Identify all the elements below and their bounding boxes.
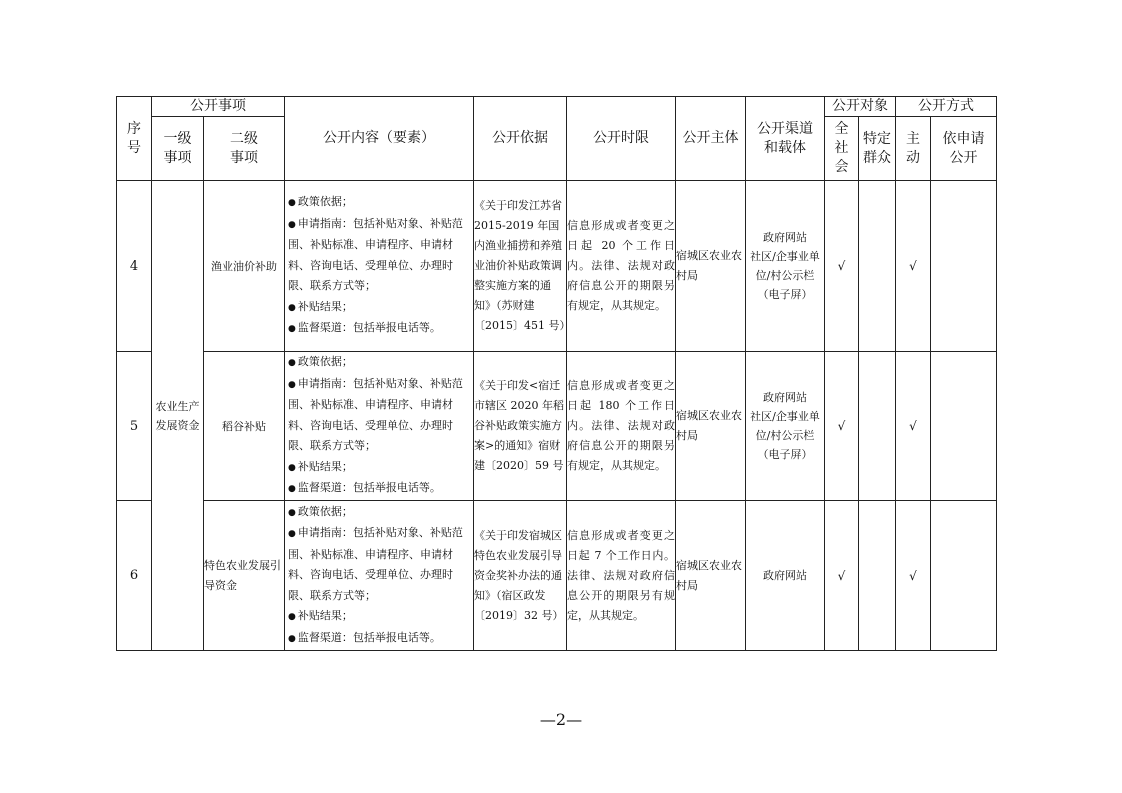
row-all-society-check: √ <box>825 181 859 352</box>
header-all-society-label: 全 社 会 <box>834 121 849 175</box>
row-timelimit: 信息形成或者变更之日起 7 个工作日内。法律、法规对政府信息公开的期限另有规定，从其规定。 <box>567 501 676 651</box>
header-level1 <box>152 117 204 181</box>
table-row <box>117 181 997 352</box>
header-content: 公开内容（要素） <box>285 97 474 181</box>
content-item: ● 政策依据； <box>288 504 353 518</box>
header-timelimit: 公开时限 <box>567 97 676 181</box>
bullet-icon: ● <box>288 612 296 623</box>
header-on-request-label: 依申请 公开 <box>942 130 985 166</box>
content-item: ● 补贴结果； <box>288 299 353 313</box>
channel-line: （电子屏） <box>757 448 813 461</box>
content-item: ● 补贴结果； <box>288 609 353 623</box>
row-active-check: √ <box>896 352 931 501</box>
header-level2-label: 二级 事项 <box>230 130 258 166</box>
bullet-icon: ● <box>288 219 296 230</box>
header-group-audience: 公开对象 <box>825 97 896 117</box>
row-timelimit: 信息形成或者变更之日起 20 个工作日内。法律、法规对政府信息公开的期限另有规定，从其规定。 <box>567 181 676 352</box>
row-on-request-check <box>931 501 997 651</box>
header-index-label: 序 号 <box>127 120 141 156</box>
table-header <box>117 97 997 181</box>
row-channel <box>746 352 825 501</box>
row-level1: 农业生产发展资金 <box>152 181 204 651</box>
table-row <box>117 352 997 501</box>
page-number: —2— <box>539 710 583 729</box>
content-list <box>285 352 473 500</box>
channel-line: 政府网站 <box>763 231 807 244</box>
content-item: ● 政策依据； <box>288 195 353 209</box>
row-basis: 《关于印发宿城区特色农业发展引导资金奖补办法的通知》（宿区政发〔2019〕32 号） <box>474 501 567 651</box>
header-level1-label: 一级 事项 <box>163 130 192 166</box>
header-channel <box>746 97 825 181</box>
row-content <box>285 501 474 651</box>
bullet-icon: ● <box>288 462 296 473</box>
content-item: ● 政策依据； <box>288 355 353 369</box>
row-all-society-check: √ <box>825 501 859 651</box>
row-level2: 渔业油价补助 <box>204 181 285 352</box>
row-specific-check <box>859 501 896 651</box>
header-basis: 公开依据 <box>474 97 567 181</box>
row-basis: 《关于印发<宿迁市辖区 2020 年稻谷补贴政策实施方案>的通知》宿财建〔2020〕59 号 <box>474 352 567 501</box>
channel-line: （电子屏） <box>757 288 813 301</box>
header-index <box>117 97 152 181</box>
row-channel <box>746 181 825 352</box>
channel-line: 社区/企事业单位/村公示栏 <box>750 250 820 282</box>
header-active <box>896 117 931 181</box>
header-all-society <box>825 117 859 181</box>
row-subject: 宿城区农业农村局 <box>676 501 746 651</box>
header-group-items: 公开事项 <box>152 97 285 117</box>
row-index: 5 <box>117 352 152 501</box>
header-channel-label: 公开渠道 和载体 <box>757 120 813 156</box>
bullet-icon: ● <box>288 302 296 313</box>
channel-line: 政府网站 <box>763 569 807 582</box>
row-subject: 宿城区农业农村局 <box>676 181 746 352</box>
bullet-icon: ● <box>288 198 296 209</box>
row-specific-check <box>859 181 896 352</box>
content-item: ● 监督渠道：包括举报电话等。 <box>288 481 441 495</box>
row-index: 4 <box>117 181 152 352</box>
row-index: 6 <box>117 501 152 651</box>
bullet-icon: ● <box>288 633 296 644</box>
channel-line: 社区/企事业单位/村公示栏 <box>750 410 820 442</box>
row-content <box>285 352 474 501</box>
content-item: ● 监督渠道：包括举报电话等。 <box>288 630 441 644</box>
header-subject: 公开主体 <box>676 97 746 181</box>
bullet-icon: ● <box>288 484 296 495</box>
content-list <box>285 502 473 650</box>
table-body <box>117 181 997 651</box>
header-level2 <box>204 117 285 181</box>
row-timelimit: 信息形成或者变更之日起 180 个工作日内。法律、法规对政府信息公开的期限另有规定，从其规定。 <box>567 352 676 501</box>
content-list <box>285 192 473 340</box>
disclosure-table <box>116 96 997 651</box>
bullet-icon: ● <box>288 358 296 369</box>
header-active-label: 主 动 <box>906 130 920 166</box>
channel-line: 政府网站 <box>763 391 807 404</box>
row-content <box>285 181 474 352</box>
content-item: ● 补贴结果； <box>288 459 353 473</box>
bullet-icon: ● <box>288 507 296 518</box>
row-basis: 《关于印发江苏省 2015-2019 年国内渔业捕捞和养殖业油价补贴政策调整实施方案的通知》（苏财建〔2015〕451 号） <box>474 181 567 352</box>
row-level2: 特色农业发展引导资金 <box>204 501 285 651</box>
header-specific-label: 特定 群众 <box>863 130 891 166</box>
bullet-icon: ● <box>288 324 296 335</box>
row-all-society-check: √ <box>825 352 859 501</box>
row-subject: 宿城区农业农村局 <box>676 352 746 501</box>
header-specific <box>859 117 896 181</box>
content-item: ● 监督渠道：包括举报电话等。 <box>288 321 441 335</box>
bullet-icon: ● <box>288 379 296 390</box>
bullet-icon: ● <box>288 529 296 540</box>
row-channel <box>746 501 825 651</box>
row-active-check: √ <box>896 181 931 352</box>
row-on-request-check <box>931 181 997 352</box>
content-item: ● 申请指南：包括补贴对象、补贴范围、补贴标准、申请程序、申请材料、咨询电话、受理单位、办理时限、联系方式等； <box>288 526 463 602</box>
table-row <box>117 501 997 651</box>
row-specific-check <box>859 352 896 501</box>
row-active-check: √ <box>896 501 931 651</box>
row-on-request-check <box>931 352 997 501</box>
content-item: ● 申请指南：包括补贴对象、补贴范围、补贴标准、申请程序、申请材料、咨询电话、受理单位、办理时限、联系方式等； <box>288 216 463 293</box>
content-item: ● 申请指南：包括补贴对象、补贴范围、补贴标准、申请程序、申请材料、咨询电话、受理单位、办理时限、联系方式等； <box>288 376 463 453</box>
header-group-method: 公开方式 <box>896 97 997 117</box>
header-on-request <box>931 117 997 181</box>
row-level2: 稻谷补贴 <box>204 352 285 501</box>
